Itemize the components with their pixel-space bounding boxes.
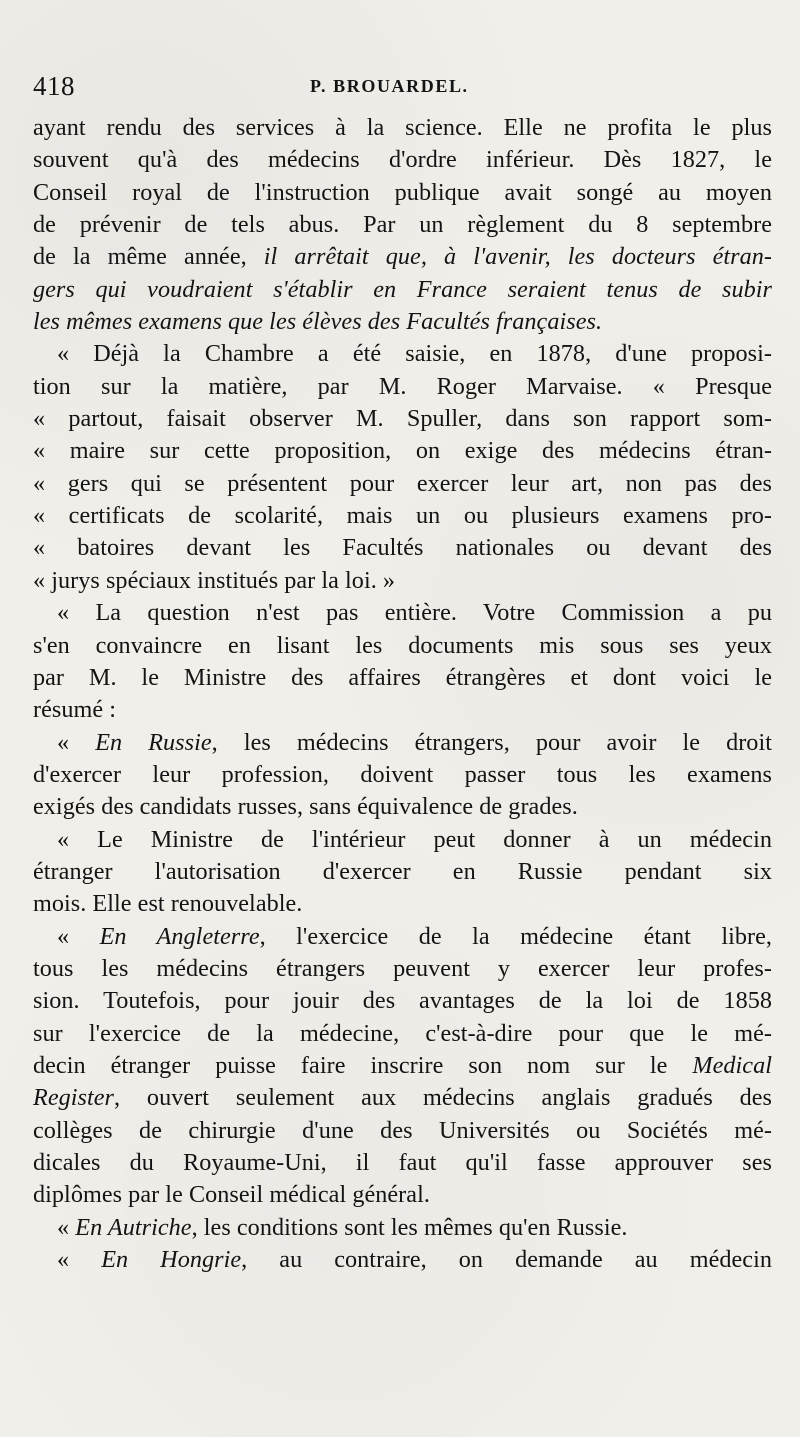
- text-line: mois. Elle est renouvelable.: [33, 890, 303, 918]
- text-line: « certificats de scolarité, mais un ou plusieurs examens pro-: [33, 502, 772, 530]
- text-line: « maire sur cette proposition, on exige des médecins étran-: [33, 437, 772, 465]
- text-line: tous les médecins étrangers peuvent y exercer leur profes-: [33, 954, 772, 982]
- text-line: tion sur la matière, par M. Roger Marvaise. « Presque: [33, 372, 772, 400]
- paragraph-austria: [33, 1212, 772, 1244]
- page-number: 418: [33, 71, 75, 101]
- paragraph-england: [33, 921, 772, 1212]
- text-line: « En Hongrie, au contraire, on demande au médecin: [57, 1246, 772, 1274]
- paragraph-hungary: [33, 1244, 772, 1276]
- paragraph-interior-minister: [33, 824, 772, 921]
- text-line: « Déjà la Chambre a été saisie, en 1878, d'une proposi-: [57, 340, 772, 368]
- paragraph-commission: [33, 597, 772, 726]
- text-line: étranger l'autorisation d'exercer en Russie pendant six: [33, 857, 772, 885]
- text-line: « Le Ministre de l'intérieur peut donner à un médecin: [57, 825, 772, 853]
- text-line: « gers qui se présentent pour exercer leur art, non pas des: [33, 469, 772, 497]
- text-line: sion. Toutefois, pour jouir des avantages de la loi de 1858: [33, 987, 772, 1015]
- running-header: [33, 68, 772, 110]
- italic-text: Register: [33, 1084, 115, 1112]
- paragraph-foreign-doctors-1827: [33, 112, 772, 338]
- text-line: « En Autriche, les conditions sont les mêmes qu'en Russie.: [57, 1213, 628, 1241]
- running-title: P. BROUARDEL.: [310, 76, 469, 96]
- text-line: de la même année, il arrêtait que, à l'avenir, les docteurs étran-: [33, 243, 772, 271]
- italic-text: il arrêtait que, à l'avenir, les docteurs étran-: [263, 243, 772, 271]
- text-line: « partout, faisait observer M. Spuller, dans son rapport som-: [33, 405, 772, 433]
- text-line: résumé :: [33, 696, 117, 724]
- text-line: souvent qu'à des médecins d'ordre inférieur. Dès 1827, le: [33, 146, 772, 174]
- text-line: collèges de chirurgie d'une des Universités ou Sociétés mé-: [33, 1116, 772, 1144]
- italic-text: En Russie: [95, 728, 212, 756]
- text-line: decin étranger puisse faire inscrire son nom sur le Medical: [33, 1051, 772, 1079]
- text-line: par M. le Ministre des affaires étrangères et dont voici le: [33, 663, 772, 691]
- paragraph-roger-marvaise-proposal: [33, 338, 772, 597]
- text-line: diplômes par le Conseil médical général.: [33, 1181, 430, 1209]
- text-line: d'exercer leur profession, doivent passer tous les examens: [33, 760, 772, 788]
- italic-text: gers qui voudraient s'établir en France seraient tenus de subir: [33, 275, 772, 303]
- italic-text: les mêmes examens que les élèves des Facultés françaises.: [33, 308, 603, 336]
- text-line: « En Angleterre, l'exercice de la médecine étant libre,: [57, 922, 772, 950]
- text-line: s'en convaincre en lisant les documents mis sous ses yeux: [33, 631, 772, 659]
- text-line: Register, ouvert seulement aux médecins anglais gradués des: [33, 1084, 772, 1112]
- text-line: « jurys spéciaux institués par la loi. »: [33, 566, 396, 594]
- paragraph-russia: [33, 727, 772, 824]
- italic-text: En Angleterre: [99, 922, 260, 950]
- text-line: exigés des candidats russes, sans équivalence de grades.: [33, 793, 578, 821]
- text-line: « La question n'est pas entière. Votre Commission a pu: [57, 599, 772, 627]
- text-line: [33, 306, 772, 338]
- text-line: sur l'exercice de la médecine, c'est-à-dire pour que le mé-: [33, 1019, 772, 1047]
- text-line: dicales du Royaume-Uni, il faut qu'il fasse approuver ses: [33, 1149, 772, 1176]
- italic-text: En Autriche: [75, 1213, 192, 1241]
- body-text: [33, 112, 772, 1276]
- text-line: ayant rendu des services à la science. Elle ne profita le plus: [33, 114, 772, 141]
- text-line: « batoires devant les Facultés nationales ou devant des: [33, 534, 772, 562]
- italic-text: Medical: [692, 1051, 772, 1079]
- italic-text: En Hongrie: [101, 1246, 242, 1274]
- text-line: Conseil royal de l'instruction publique avait songé au moyen: [33, 178, 772, 206]
- text-line: « En Russie, les médecins étrangers, pour avoir le droit: [57, 728, 772, 756]
- text-line: [33, 274, 772, 306]
- text-line: de prévenir de tels abus. Par un règlement du 8 septembre: [33, 211, 772, 239]
